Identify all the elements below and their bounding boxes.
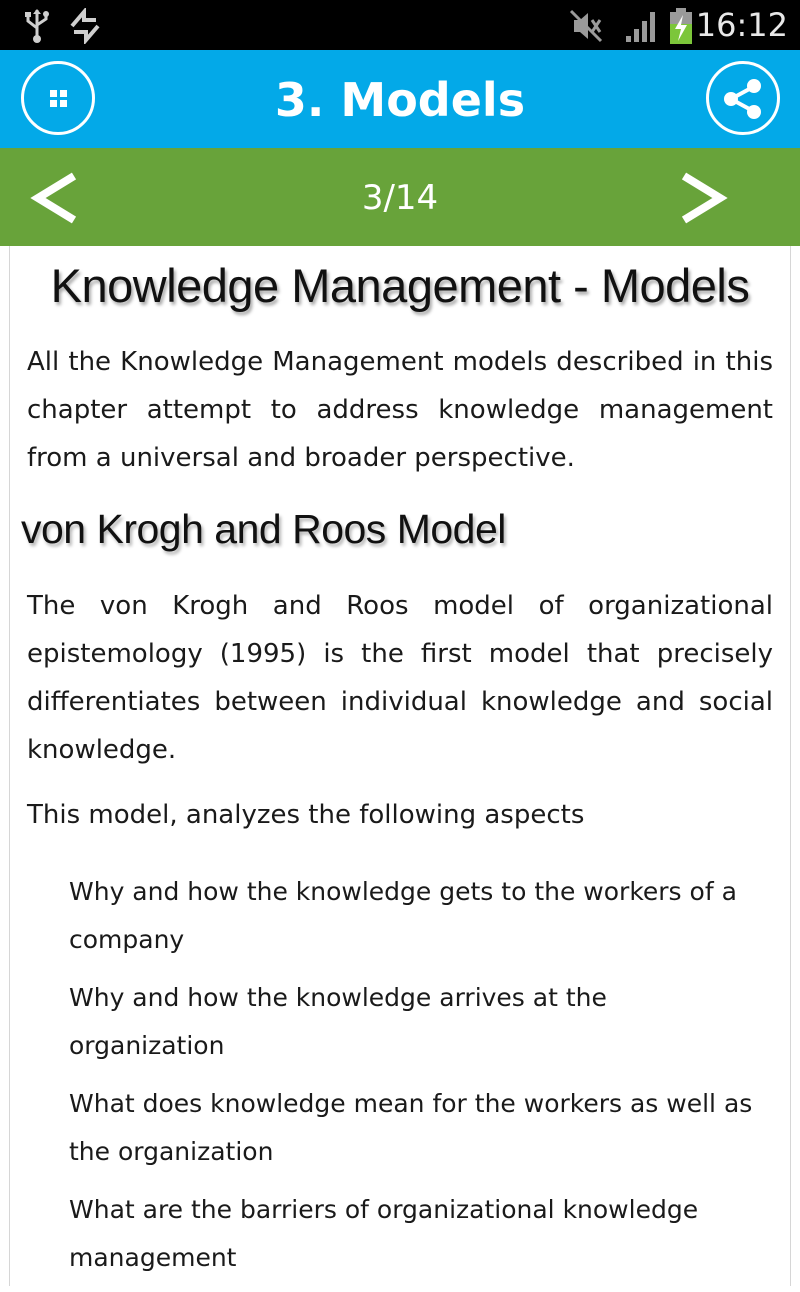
mute-icon bbox=[568, 8, 604, 48]
share-icon bbox=[709, 64, 777, 132]
usb-icon bbox=[22, 8, 52, 48]
section-paragraph: The von Krogh and Roos model of organizational epistemology (1995) is the first model that precisely differentiates between individual knowledge and social knowledge. bbox=[27, 591, 773, 765]
status-clock: 16:12 bbox=[695, 6, 788, 44]
list-item: Why and how the knowledge gets to the workers of a company bbox=[69, 877, 737, 954]
article-title: Knowledge Management - Models bbox=[50, 259, 750, 312]
list-item: What are the barriers of organizational knowledge management bbox=[69, 1195, 699, 1272]
battery-charging-icon bbox=[668, 8, 694, 48]
sync-icon bbox=[68, 8, 102, 48]
list-item: Why and how the knowledge arrives at the organization bbox=[69, 983, 607, 1060]
page-nav-bar bbox=[0, 148, 800, 246]
status-bar bbox=[0, 0, 800, 50]
page-indicator: 3/14 bbox=[361, 178, 439, 218]
share-button[interactable] bbox=[706, 61, 780, 135]
signal-icon bbox=[624, 8, 660, 48]
app-bar bbox=[0, 50, 800, 148]
aspects-list bbox=[69, 868, 769, 1292]
chevron-right-icon[interactable] bbox=[672, 170, 732, 226]
app-title: 3. Models bbox=[274, 73, 526, 127]
article-content[interactable] bbox=[9, 246, 791, 1286]
intro-paragraph: All the Knowledge Management models described in this chapter attempt to address knowledge management from a universal and broader perspective. bbox=[27, 347, 773, 473]
aspects-intro: This model, analyzes the following aspects bbox=[27, 800, 585, 830]
list-item: What does knowledge mean for the workers as well as the organization bbox=[69, 1089, 753, 1166]
section-heading: von Krogh and Roos Model bbox=[21, 506, 506, 552]
